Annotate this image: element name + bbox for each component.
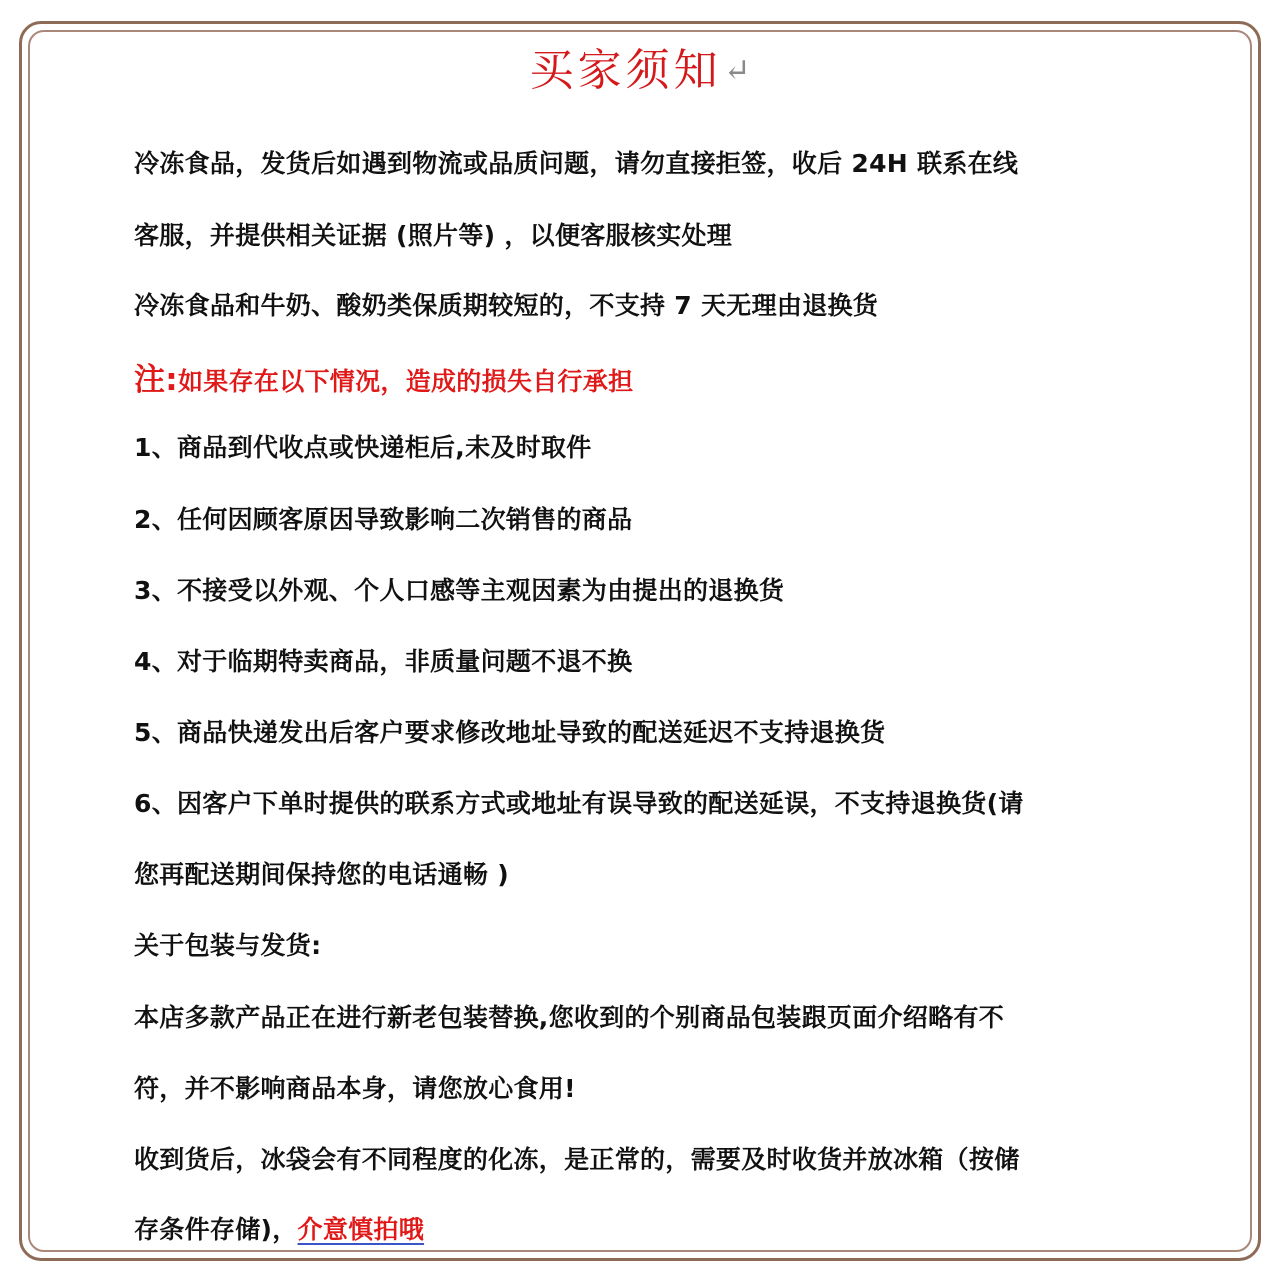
rule-item: 6、因客户下单时提供的联系方式或地址有误导致的配送延误，不支持退换货(请 [134, 789, 1024, 818]
note-text: 如果存在以下情况，造成的损失自行承担 [178, 367, 634, 396]
packaging-line-3: 收到货后，冰袋会有不同程度的化冻，是正常的，需要及时收货并放冰箱（按储 [134, 1145, 1020, 1174]
note-label: 注: [134, 362, 178, 398]
rule-item: 1、商品到代收点或快递柜后,未及时取件 [134, 433, 592, 462]
packaging-line-4-prefix: 存条件存储)， [134, 1215, 298, 1244]
packaging-line-4 [134, 1212, 1164, 1248]
title-text: 买家须知 [529, 45, 722, 96]
notice-title [0, 38, 1280, 102]
rule-item: 3、不接受以外观、个人口感等主观因素为由提出的退换货 [134, 576, 785, 605]
rule-item: 2、任何因顾客原因导致影响二次销售的商品 [134, 505, 633, 534]
return-arrow-icon: ↵ [723, 51, 751, 89]
packaging-heading: 关于包装与发货: [134, 931, 322, 960]
frozen-food-notice-line-1: 冷冻食品，发货后如遇到物流或品质问题，请勿直接拒签，收后 24H 联系在线 [134, 149, 1019, 178]
inner-border-frame [28, 30, 1252, 1252]
packaging-line-2: 符，并不影响商品本身，请您放心食用! [134, 1074, 576, 1103]
rule-item-continuation: 您再配送期间保持您的电话通畅 ) [134, 860, 509, 889]
frozen-food-notice-line-2: 客服，并提供相关证据 (照片等) ，以便客服核实处理 [134, 221, 733, 250]
caution-warning: 介意慎拍哦 [297, 1215, 425, 1244]
rule-item: 5、商品快递发出后客户要求修改地址导致的配送延迟不支持退换货 [134, 718, 886, 747]
note-heading [134, 362, 1164, 398]
packaging-line-1: 本店多款产品正在进行新老包装替换,您收到的个别商品包装跟页面介绍略有不 [134, 1003, 1004, 1032]
rule-item: 4、对于临期特卖商品，非质量问题不退不换 [134, 647, 633, 676]
short-shelf-life-notice: 冷冻食品和牛奶、酸奶类保质期较短的，不支持 7 天无理由退换货 [134, 291, 879, 320]
